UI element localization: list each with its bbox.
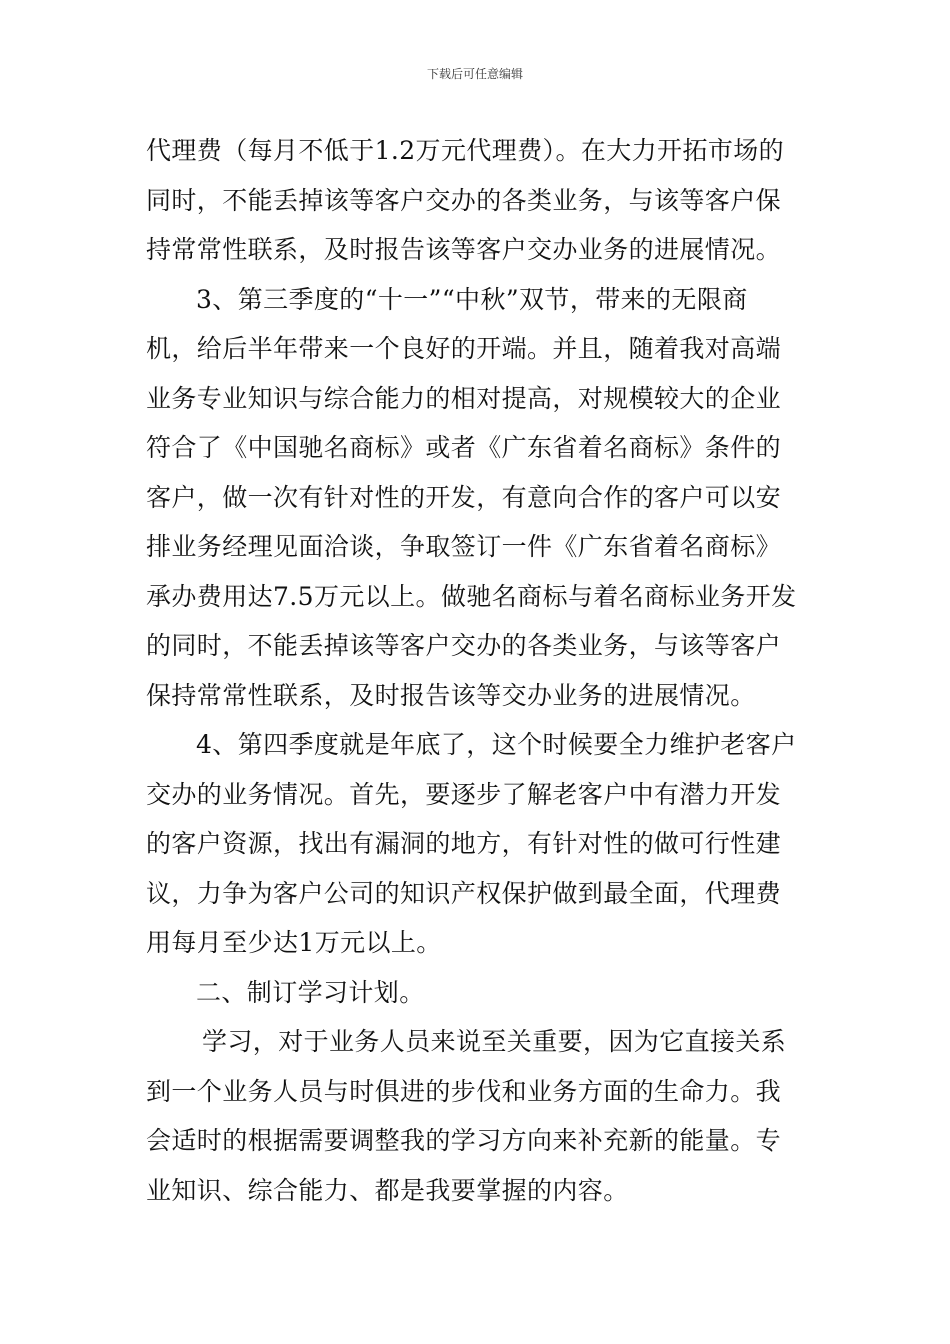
page-header: 下载后可任意编辑 [426, 67, 523, 81]
text-line: 承办费用达7.5万元以上。做驰名商标与着名商标业务开发 [146, 581, 797, 611]
paragraph-start-line: 学习，对于业务人员来说至关重要，因为它直接关系 [202, 1027, 787, 1056]
text-line: 同时，不能丢掉该等客户交办的各类业务，与该等客户保 [146, 185, 782, 215]
text-line: 客户，做一次有针对性的开发，有意向合作的客户可以安 [146, 482, 782, 512]
text-line: 业知识、综合能力、都是我要掌握的内容。 [146, 1175, 629, 1205]
text-line: 符合了《中国驰名商标》或者《广东省着名商标》条件的 [146, 433, 782, 462]
text-line: 用每月至少达1万元以上。 [146, 928, 442, 957]
text-line: 的同时，不能丢掉该等客户交办的各类业务，与该等客户 [146, 631, 782, 660]
section-heading: 二、制订学习计划。 [196, 977, 425, 1007]
text-line: 的客户资源，找出有漏洞的地方，有针对性的做可行性建 [146, 829, 782, 858]
text-line: 保持常常性联系，及时报告该等交办业务的进展情况。 [146, 680, 756, 710]
text-line: 议，力争为客户公司的知识产权保护做到最全面，代理费 [146, 878, 782, 908]
document-body [146, 126, 810, 1215]
text-line: 排业务经理见面洽谈，争取签订一件《广东省着名商标》 [146, 532, 782, 561]
text-line: 会适时的根据需要调整我的学习方向来补充新的能量。专 [146, 1126, 782, 1155]
text-line: 到一个业务人员与时俱进的步伐和业务方面的生命力。我 [146, 1076, 782, 1106]
text-line: 业务专业知识与综合能力的相对提高，对规模较大的企业 [146, 383, 782, 413]
text-line: 持常常性联系，及时报告该等客户交办业务的进展情况。 [146, 235, 782, 264]
text-line: 交办的业务情况。首先，要逐步了解老客户中有潜力开发 [146, 779, 782, 809]
paragraph-start-line: 3、第三季度的“十一”“中秋”双节，带来的无限商 [196, 284, 748, 314]
text-line: 代理费（每月不低于1.2万元代理费）。在大力开拓市场的 [146, 136, 785, 165]
paragraph-start-line: 4、第四季度就是年底了，这个时候要全力维护老客户 [196, 730, 797, 759]
text-line: 机，给后半年带来一个良好的开端。并且，随着我对高端 [146, 334, 782, 363]
